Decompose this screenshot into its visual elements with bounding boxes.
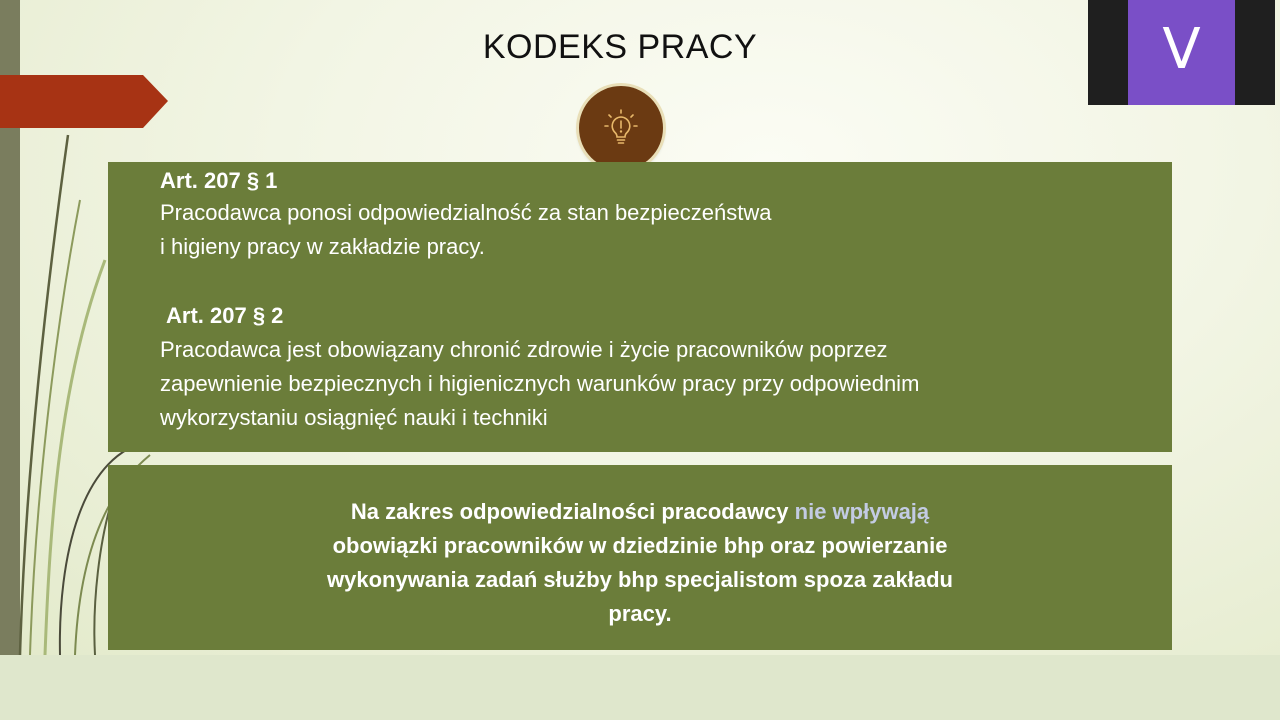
logo-letter: V xyxy=(1162,17,1201,82)
article2-line: Pracodawca jest obowiązany chronić zdrowie i życie pracowników poprzez xyxy=(160,337,888,362)
article2-line: wykorzystaniu osiągnięć nauki i techniki xyxy=(160,405,548,430)
slide-title: KODEKS PRACY xyxy=(482,28,758,66)
note-line-2: obowiązki pracowników w dziedzinie bhp oraz powierzanie xyxy=(332,533,948,558)
red-arrow-decoration xyxy=(0,75,168,128)
note-line-3: wykonywania zadań służby bhp specjalistom spoza zakładu xyxy=(327,567,953,592)
articles-box xyxy=(108,162,1172,452)
article2-text xyxy=(160,333,919,435)
bottom-strip xyxy=(0,655,1280,720)
article1-line: i higieny pracy w zakładzie pracy. xyxy=(160,234,485,259)
note-highlight: nie wpływają xyxy=(794,499,930,524)
note-line-1 xyxy=(258,495,1022,529)
article1-line: Pracodawca ponosi odpowiedzialność za stan bezpieczeństwa xyxy=(160,200,772,225)
logo-box xyxy=(1088,0,1275,105)
lightbulb-icon xyxy=(598,105,644,151)
article1-heading: Art. 207 § 1 xyxy=(160,168,278,193)
note-box xyxy=(108,465,1172,650)
note-text xyxy=(258,495,1022,631)
article2-line: zapewnienie bezpiecznych i higienicznych warunków pracy przy odpowiednim xyxy=(160,371,920,396)
article2-heading: Art. 207 § 2 xyxy=(166,303,284,328)
article1-text xyxy=(160,196,771,264)
logo xyxy=(1128,0,1235,105)
note-part1: Na zakres odpowiedzialności pracodawcy xyxy=(350,499,795,524)
note-line-4: pracy. xyxy=(608,601,672,626)
lightbulb-badge xyxy=(579,86,663,170)
